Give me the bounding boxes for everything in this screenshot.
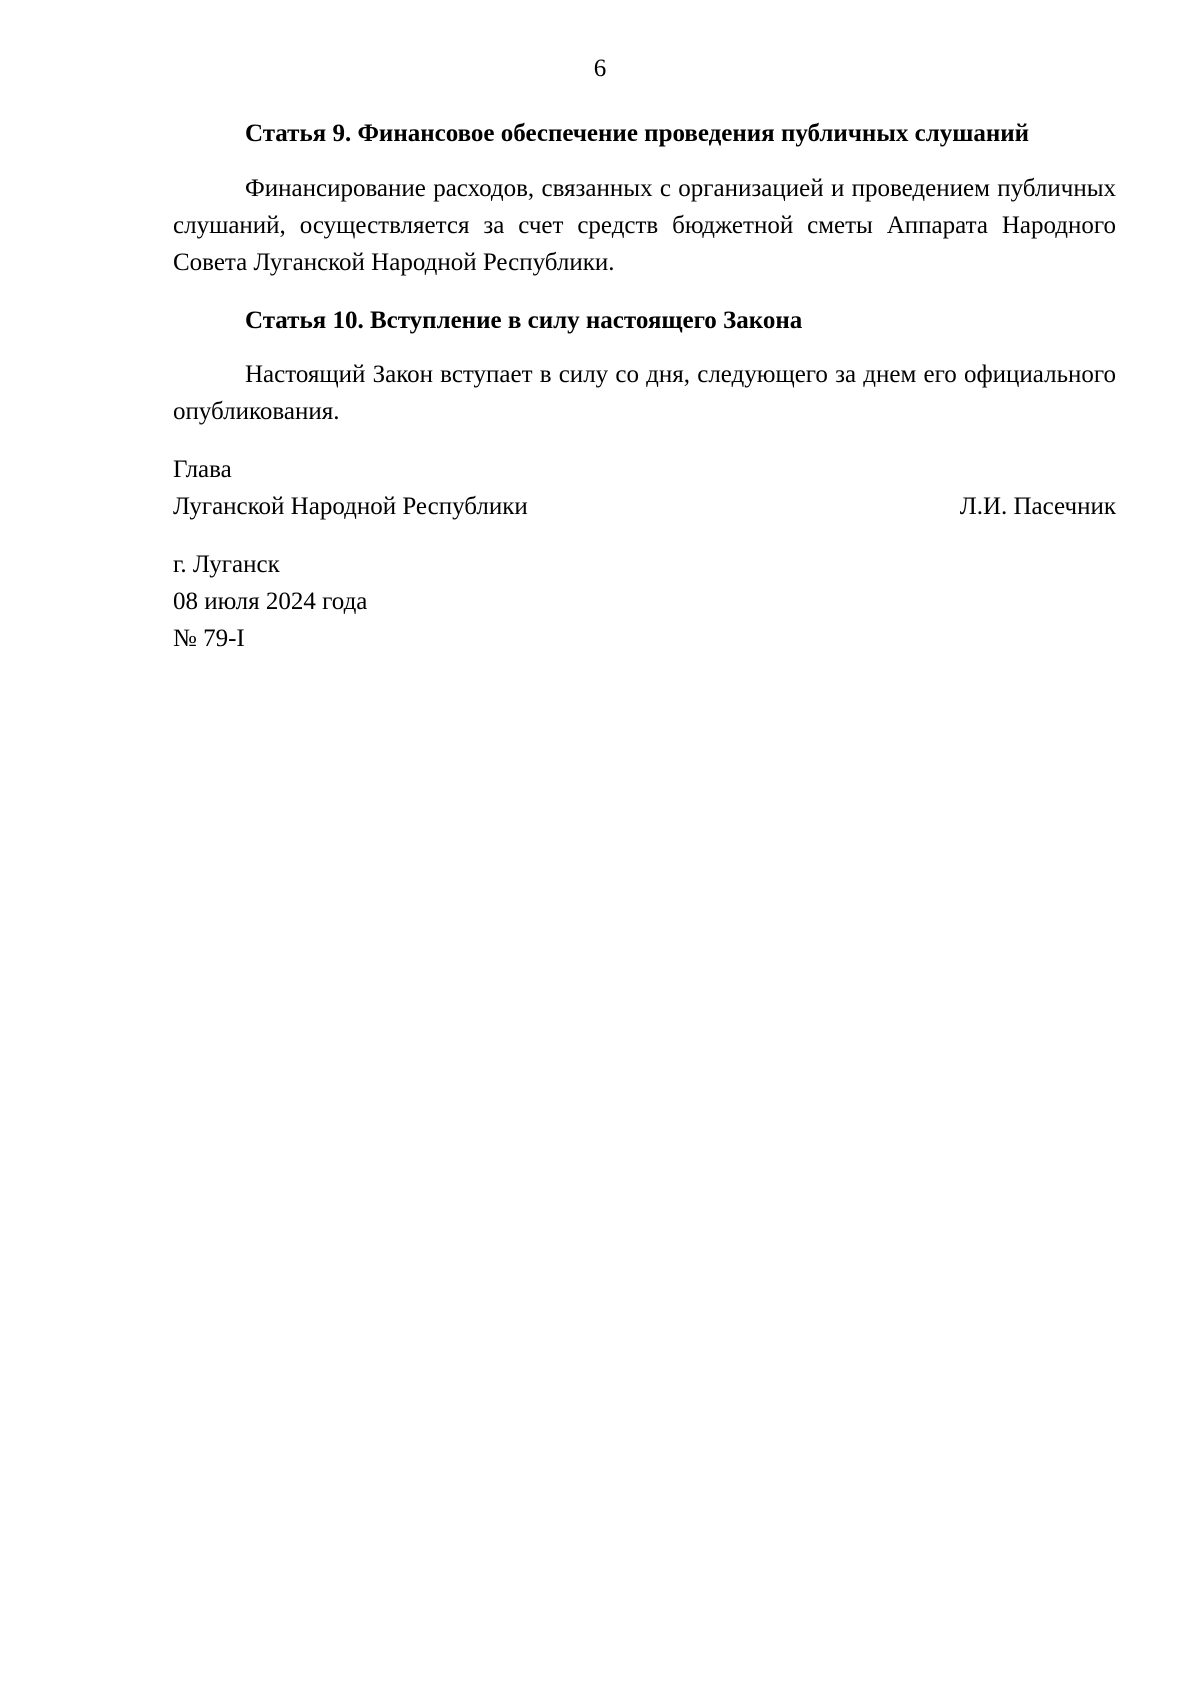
page-number: 6	[593, 55, 607, 82]
footer-date: 08 июля 2024 года	[173, 588, 368, 615]
footer-law-number: № 79-I	[173, 625, 245, 652]
footer-city: г. Луганск	[173, 551, 280, 578]
document-content	[173, 115, 1116, 657]
article-9-heading: Статья 9. Финансовое обеспечение проведения публичных слушаний	[245, 120, 1030, 147]
signature-title-line1: Глава	[173, 456, 232, 483]
footer-block	[173, 546, 1116, 657]
signature-title-line2: Луганской Народной Республики	[173, 493, 528, 520]
signature-block	[173, 451, 1116, 525]
signatory-name: Л.И. Пасечник	[959, 493, 1116, 520]
signature-row	[173, 488, 1116, 525]
article-10-heading: Статья 10. Вступление в силу настоящего Закона	[245, 307, 803, 334]
article-9-body: Финансирование расходов, связанных с организацией и проведением публичных слушаний, осуществляется за счет средств бюджетной сметы Аппарата Народного Совета Луганской Народной Республики.	[173, 175, 1116, 276]
article-10-body: Настоящий Закон вступает в силу со дня, следующего за днем его официального опубликования.	[173, 361, 1116, 425]
